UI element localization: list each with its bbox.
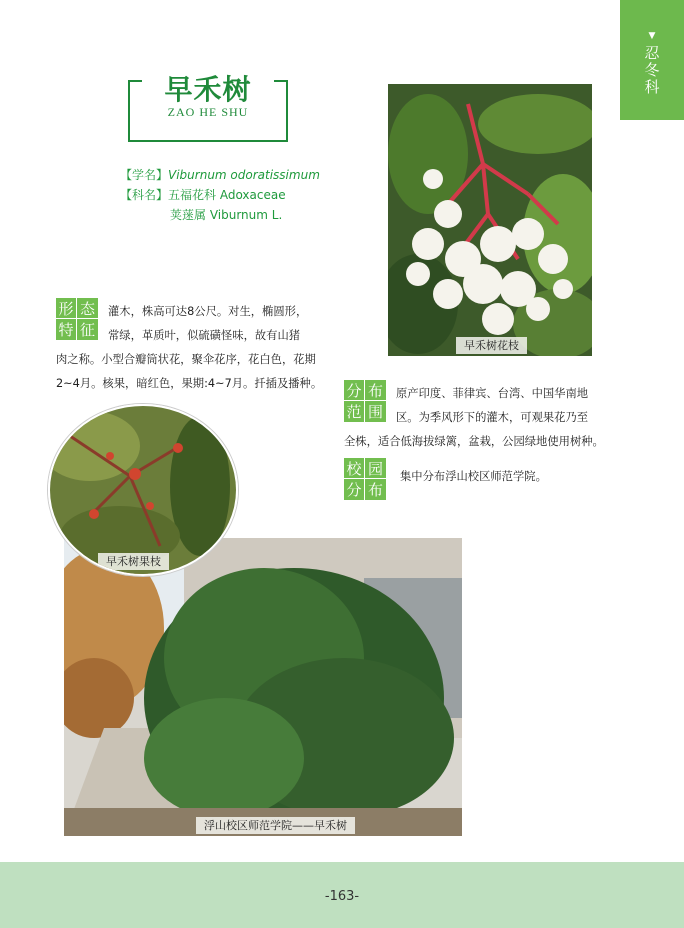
- genus-name-line: 荚蒾属 Viburnum L.: [170, 208, 283, 222]
- page-title: 早禾树: [164, 73, 252, 106]
- page-title-pinyin: ZAO HE SHU: [167, 105, 249, 119]
- fruit-branch-photo: [48, 404, 238, 576]
- morphology-line-3: 肉之称。小型合瓣筒状花，聚伞花序，花白色，花期: [56, 353, 316, 366]
- page-number: -163-: [324, 889, 360, 904]
- family-name-line: [120, 185, 286, 205]
- campus-distribution-text: 集中分布浮山校区师范学院。: [400, 470, 547, 483]
- campus-photo: [64, 538, 462, 836]
- flower-branch-photo: [388, 84, 592, 356]
- distribution-line-3: 全株，适合低海拔绿篱，盆栽，公园绿地使用树种。: [344, 435, 604, 448]
- family-name-key: 【科名】: [120, 188, 169, 202]
- section-tab: [620, 0, 684, 120]
- section-tab-label: 忍冬科: [642, 45, 661, 96]
- flower-photo-caption: 早禾树花枝: [456, 337, 527, 354]
- morphology-line-4: 2~4月。核果，暗红色，果期:4~7月。扦插及播种。: [56, 377, 323, 390]
- scientific-name-value: Viburnum odoratissimum: [168, 168, 320, 182]
- campus-photo-caption: 浮山校区师范学院——早禾树: [196, 817, 355, 834]
- distribution-line-1: 原产印度、菲律宾、台湾、中国华南地: [396, 387, 589, 400]
- campus-label-box: 校 园 分 布: [344, 458, 386, 500]
- fruit-photo-caption: 早禾树果枝: [98, 553, 169, 570]
- flower-branch-image: [388, 84, 592, 356]
- distribution-label-box: 分 布 范 围: [344, 380, 386, 422]
- scientific-name-key: 【学名】: [120, 168, 169, 182]
- campus-tree-image: [64, 538, 462, 836]
- fruit-branch-image: [50, 406, 236, 574]
- triangle-down-icon: ▼: [648, 31, 656, 41]
- family-name-value: 五福花科 Adoxaceae: [168, 188, 286, 202]
- morphology-line-1: 灌木，株高可达8公尺。对生，椭圆形，: [108, 305, 308, 318]
- distribution-line-2: 区。为季风形下的灌木，可观果花乃至: [396, 411, 589, 424]
- morphology-line-2: 常绿，革质叶，似硫磺怪味，故有山猪: [108, 329, 301, 342]
- morphology-label-box: 形 态 特 征: [56, 298, 98, 340]
- scientific-name-line: [120, 165, 320, 185]
